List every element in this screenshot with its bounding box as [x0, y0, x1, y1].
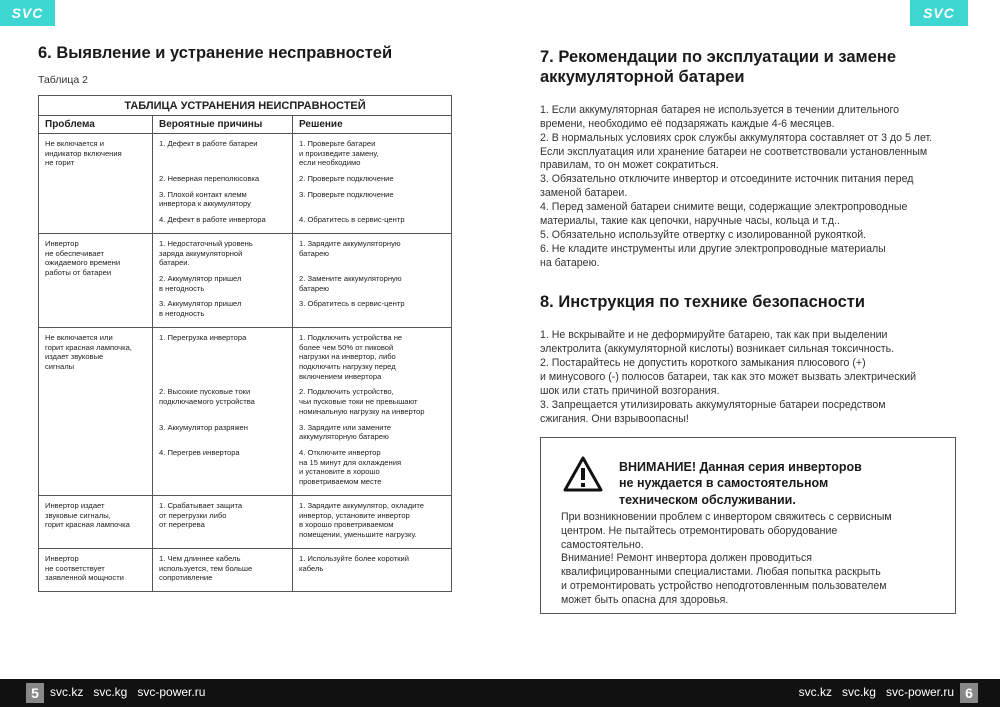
- cause-solution-pair: [153, 328, 451, 385]
- cause-cell: 4. Дефект в работе инвертора: [153, 212, 293, 233]
- solution-cell: 1. Зарядите аккумулятор, охладите инвертор, установите инвертор в хорошо проветриваемом помещении, уменьшите нагрузку.: [299, 500, 424, 540]
- cause-solution-group: [153, 134, 451, 233]
- table-row: [39, 134, 451, 234]
- section-8-title: 8. Инструкция по технике безопасности: [540, 293, 865, 312]
- problem-cell: Инвертор издает звуковые сигналы, горит красная лампочка: [39, 496, 153, 548]
- cause-cell: 1. Дефект в работе батареи: [153, 134, 293, 171]
- solution-cell: 1. Используйте более короткий кабель: [299, 553, 410, 573]
- cause-cell: 1. Срабатывает защита от перегрузки либо от перегрева: [153, 496, 293, 548]
- table-title: ТАБЛИЦА УСТРАНЕНИЯ НЕИСПРАВНОСТЕЙ: [39, 96, 451, 116]
- warning-text: При возникновении проблем с инвертором свяжитесь с сервисным центром. Не пытайтесь отремонтировать оборудование самостоятельно. Внимание! Ремонт инвертора должен проводиться квалифицированными специалистами. Любая попытка раскрыть и отремонтировать устройство неподготовленным пользователем может быть опасна для здоровья.: [561, 511, 892, 606]
- header-problem: Проблема: [39, 116, 153, 133]
- logo-right: [910, 0, 968, 26]
- page-number-right: 6: [960, 683, 978, 703]
- cause-solution-group: [153, 328, 451, 495]
- cause-solution-pair: [153, 212, 451, 233]
- cause-solution-pair: [153, 234, 451, 271]
- solution-cell: 1. Проверьте батареи и произведите замену, если необходимо: [299, 138, 379, 168]
- problem-cell: Не включается или горит красная лампочка, издает звуковые сигналы: [39, 328, 153, 495]
- link-svc-kz[interactable]: svc.kz: [50, 685, 84, 699]
- link-svc-power[interactable]: svc-power.ru: [885, 685, 954, 699]
- cause-cell: 2. Аккумулятор пришел в негодность: [153, 271, 293, 296]
- cause-solution-group: [153, 234, 451, 327]
- cause-cell: 2. Высокие пусковые токи подключаемого устройства: [153, 384, 293, 419]
- link-svc-kz[interactable]: svc.kz: [798, 685, 832, 699]
- warning-box: [540, 437, 956, 614]
- cause-cell: 1. Перегрузка инвертора: [153, 328, 293, 385]
- solution-cell: 4. Отключите инвертор на 15 минут для охлаждения и установите в хорошо проветриваемом месте: [299, 448, 402, 487]
- section-7-text: 1. Если аккумуляторная батарея не используется в течении длительного времени, необходимо её подзаряжать каждые 4-6 месяцев. 2. В нормальных условиях срок службы аккумулятора составляет от 3 до 5 лет. Если эксплуатация или хранение батареи не соответствовали установленным правилам, то он может сократиться. 3. Обязательно отключите инвертор и отсоедините источник питания перед заменой батареи. 4. Перед заменой батареи снимите вещи, содержащие электропроводные материалы, такие как цепочки, наручные часы, кольца и т.д.. 5. Обязательно используйте отвертку с изолированной рукояткой. 6. Не кладите инструменты или другие электропроводные материалы на батарею.: [540, 103, 933, 270]
- cause-solution-group: [153, 549, 451, 591]
- page-number-left: 5: [26, 683, 44, 703]
- cause-cell: 3. Аккумулятор разряжен: [153, 420, 293, 445]
- footer-bar: [0, 679, 1000, 707]
- solution-cell: 4. Обратитесь в сервис-центр: [299, 215, 405, 225]
- table-row: [39, 496, 451, 549]
- logo-text: SVC: [11, 5, 44, 21]
- section-8-text: 1. Не вскрывайте и не деформируйте батарею, так как при выделении электролита (аккумуляторной кислоты) возникает сильная токсичность. 2. Постарайтесь не допустить короткого замыкания плюсового (+) и минусового (-) полюсов батареи, так как это может вызвать электрический шок или стать причиной возгорания. 3. Запрещается утилизировать аккумуляторные батареи посредством сжигания. Они взрывоопасны!: [540, 329, 917, 425]
- link-svc-kg[interactable]: svc.kg: [841, 685, 876, 699]
- table-row: [39, 234, 451, 328]
- link-svc-kg[interactable]: svc.kg: [93, 685, 128, 699]
- table-row: [39, 549, 451, 591]
- left-page: [38, 44, 458, 592]
- cause-solution-pair: [153, 187, 451, 212]
- solution-cell: 2. Замените аккумуляторную батарею: [299, 273, 402, 293]
- warning-title: ВНИМАНИЕ! Данная серия инверторов не нуждается в самостоятельном техническом обслуживании.: [619, 460, 862, 507]
- cause-solution-pair: [153, 271, 451, 296]
- cause-cell: 1. Чем длиннее кабель используется, тем больше сопротивление: [153, 549, 293, 591]
- cause-solution-pair: [153, 384, 451, 419]
- problem-cell: Не включается и индикатор включения не горит: [39, 134, 153, 233]
- solution-cell: 2. Подключить устройство, чьи пусковые токи не превышают номинальную нагрузку на инвертор: [299, 387, 425, 416]
- cause-solution-pair: [153, 171, 451, 187]
- cause-cell: 2. Неверная переполюсовка: [153, 171, 293, 187]
- section-6-title: 6. Выявление и устранение несправностей: [38, 44, 393, 62]
- header-solution: Решение: [299, 118, 343, 130]
- cause-cell: 3. Плохой контакт клемм инвертора к аккумулятору: [153, 187, 293, 212]
- header-causes: Вероятные причины: [153, 116, 293, 133]
- cause-solution-pair: [153, 549, 451, 591]
- cause-solution-pair: [153, 296, 451, 326]
- cause-solution-group: [153, 496, 451, 548]
- cause-cell: 3. Аккумулятор пришел в негодность: [153, 296, 293, 326]
- footer-links-right: [799, 685, 954, 699]
- troubleshooting-table: [38, 95, 452, 592]
- logo-left: [0, 0, 55, 26]
- table-row: [39, 328, 451, 496]
- solution-cell: 1. Подключить устройства не более чем 50% от пиковой нагрузки на инвертор, либо подключить нагрузку перед включением инвертора: [299, 332, 403, 381]
- cause-solution-pair: [153, 134, 451, 171]
- right-page: [540, 48, 960, 427]
- solution-cell: 2. Проверьте подключение: [299, 173, 394, 183]
- cause-solution-pair: [153, 496, 451, 548]
- logo-text: SVC: [923, 5, 955, 21]
- solution-cell: 1. Зарядите аккумуляторную батарею: [299, 238, 401, 258]
- cause-solution-pair: [153, 445, 451, 495]
- cause-cell: 1. Недостаточный уровень заряда аккумуляторной батареи.: [153, 234, 293, 271]
- problem-cell: Инвертор не обеспечивает ожидаемого времени работы от батареи: [39, 234, 153, 327]
- table-body: [39, 134, 451, 591]
- problem-cell: Инвертор не соответствует заявленной мощности: [39, 549, 153, 591]
- warning-triangle-icon: [563, 456, 603, 492]
- table-header: [39, 116, 451, 134]
- section-7-title: 7. Рекомендации по эксплуатации и замене аккумуляторной батареи: [540, 48, 897, 86]
- table-caption: Таблица 2: [38, 73, 88, 86]
- solution-cell: 3. Обратитесь в сервис-центр: [299, 299, 405, 309]
- link-svc-power[interactable]: svc-power.ru: [137, 685, 206, 699]
- solution-cell: 3. Проверьте подключение: [299, 189, 394, 199]
- cause-cell: 4. Перегрев инвертора: [153, 445, 293, 495]
- cause-solution-pair: [153, 420, 451, 445]
- footer-links-left: [50, 685, 205, 699]
- solution-cell: 3. Зарядите или замените аккумуляторную батарею: [299, 422, 392, 442]
